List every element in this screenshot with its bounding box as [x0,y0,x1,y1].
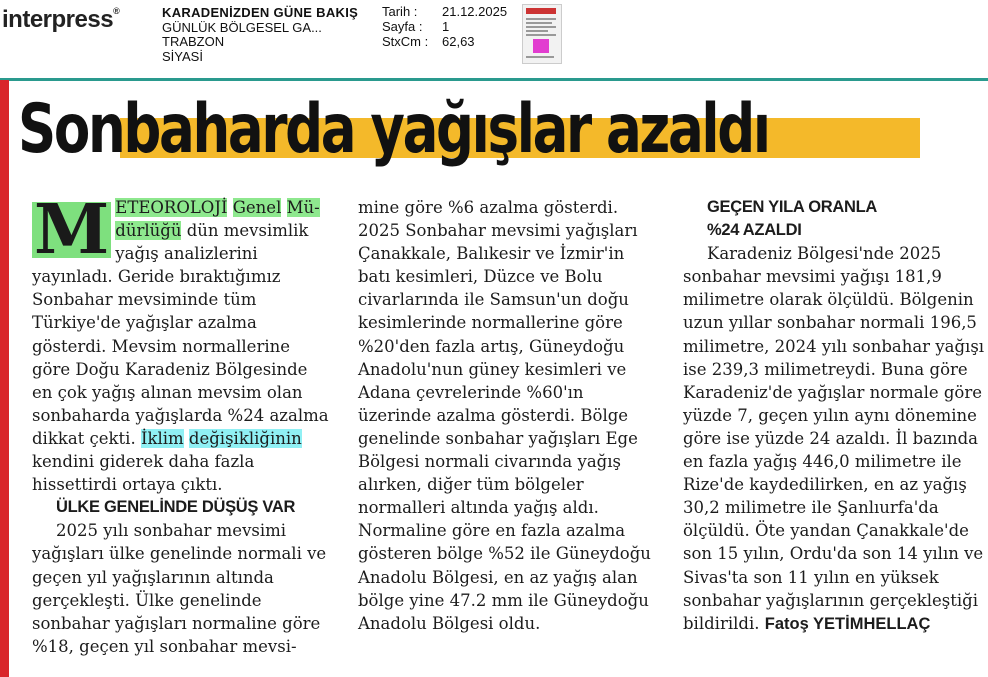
publication-info [162,6,358,64]
highlight-term: İklim [140,428,184,448]
body-text: Karadeniz Bölgesi'nde 2025 sonbahar mevsimi yağışı 181,9 milimetre olarak ölçüldü. Bölgenin uzun yıllar sonbahar normali 196,5 milimetre, 2024 yılı sonbahar yağışı ise 239,3 milimetreydi. Buna göre Karadeniz'de yağışlar normale göre yüzde 7, geçen yılın aynı dönemine göre ise yüzde 24 azaldı. İl bazında en fazla yağış 446,0 milimetre ile Rize'de kaydedilirken, en az yağış 30,2 milimetre ile Şanlıurfa'da ölçüldü. Öte yandan Çanakkale'de son 15 yılın, Ordu'da son 14 yılın ve Sivas'ta son 11 yılın en yüksek sonbahar yağışlarının gerçekleştiği bildirildi. [683,244,985,633]
stxcm-label: StxCm : [382,34,429,49]
publication-category: SİYASİ [162,48,203,64]
subheading: ÜLKE GENELİNDE DÜŞÜŞ VAR [56,498,296,517]
interpress-logo: interpress® [2,6,120,33]
header-divider [0,78,988,81]
clipping-header [0,0,988,70]
clipping-location-marker [533,39,549,53]
publication-name: KARADENİZDEN GÜNE BAKIŞ [162,5,359,20]
stxcm-value: 62,63 [442,34,475,49]
clipping-meta [382,4,507,49]
highlight-term: dürlüğü [115,221,182,241]
highlight-term: değişikliğinin [188,428,302,448]
body-text: mine göre %6 azalma gösterdi. 2025 Sonbahar mevsimi yağışları Çanakkale, Balıkesir ve İzmir'in batı kesimleri, Düzce ve Bolu civarlarında ile Samsun'un doğu kesimlerinde normallerine göre %20'den fazla artış, Güneydoğu Anadolu'nun güney kesimleri ve Adana çevrelerinde %60'ın üzerinde azalma gösterdi. Bölge genelinde sonbahar yağışları Ege Bölgesi normali civarında yağış alırken, diğer tüm bölgeler normalleri altında yağış aldı. Normaline göre en fazla azalma gösteren bölge %52 ile Güneydoğu Anadolu Bölgesi, en az yağış alan bölge yine 47.2 mm ile Güneydoğu Anadolu Bölgesi oldu. [358,198,651,633]
date-label: Tarih : [382,4,418,19]
article-column-3 [683,196,987,636]
subheading: GEÇEN YILA ORANLA [707,198,877,216]
page-label: Sayfa : [382,19,423,34]
highlight-term: Mü- [286,198,320,217]
body-text: 2025 yılı sonbahar mevsimi yağışları ülke genelinde normali ve geçen yıl yağışlarının altında gerçekleşti. Ülke genelinde sonbahar yağışları normaline göre %18, geçen yıl sonbahar mevsi- [32,521,327,656]
page-value: 1 [442,19,450,34]
highlight-term: Genel [232,198,282,217]
left-accent-bar [0,80,9,677]
drop-cap: M [34,190,110,270]
article-headline: Sonbaharda yağışlar azaldı [18,90,769,169]
highlight-term: ETEOROLOJİ [115,198,228,217]
publication-city: TRABZON [162,34,225,49]
article-column-1 [32,190,332,658]
body-text: dün mevsimlik yağış analizlerini yayınladı. Geride bıraktığımız Sonbahar mevsiminde tüm Türkiye'de yağışlar azalma gösterdi. Mevsim normallerine göre Doğu Karadeniz Bölgesinde en çok yağış alınan mevsim olan sonbaharda yağışlarda %24 azalma dikkat çekti. [32,221,329,448]
body-text: kendini giderek daha fazla hissettirdi ortaya çıktı. [32,452,255,495]
date-value: 21.12.2025 [442,4,508,19]
publication-type: GÜNLÜK BÖLGESEL GA... [162,19,322,35]
article-column-2 [358,196,661,635]
page-thumbnail[interactable] [522,4,562,64]
subheading: %24 AZALDI [707,221,802,240]
author-byline: Fatoş YETİMHELLAÇ [764,614,931,633]
